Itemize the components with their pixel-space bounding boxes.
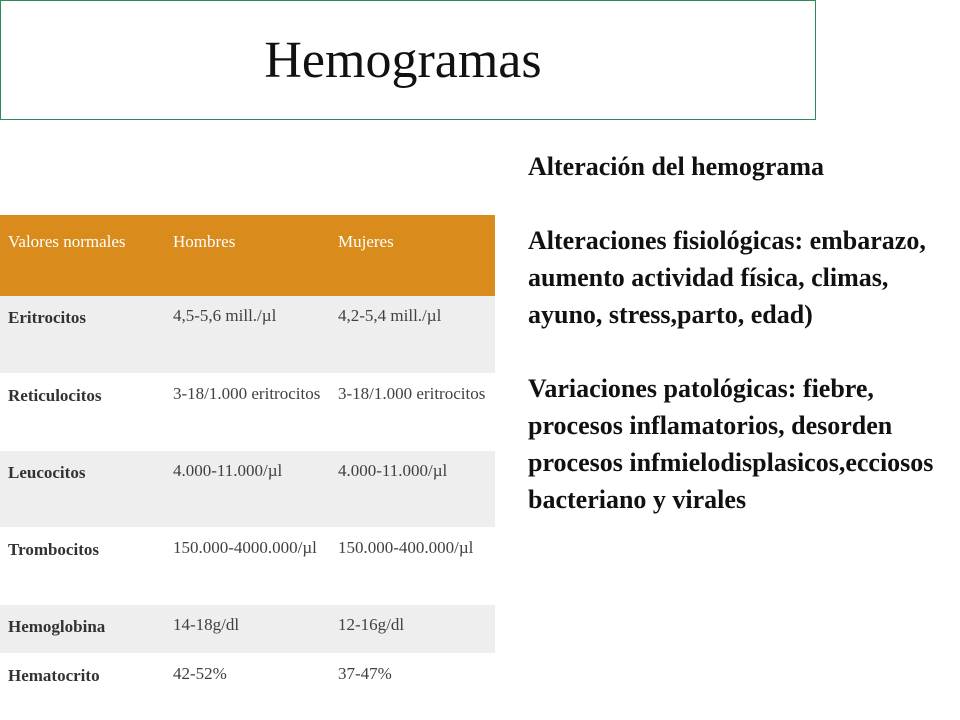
row-label: Hemoglobina (0, 604, 165, 653)
row-label: Hematocrito (0, 653, 165, 702)
cell-hombres: 3-18/1.000 eritrocitos (165, 373, 330, 450)
cell-hombres: 150.000-4000.000/µl (165, 527, 330, 604)
cell-mujeres: 12-16g/dl (330, 604, 495, 653)
cell-mujeres: 37-47% (330, 653, 495, 702)
table-header-row (0, 215, 495, 296)
row-label: Leucocitos (0, 450, 165, 527)
cell-mujeres: 3-18/1.000 eritrocitos (330, 373, 495, 450)
variaciones-patologicas: Variaciones patológicas: fiebre, procesos inflamatorios, desorden procesos infmielodisplasicos,ecciosos bacteriano y virales (528, 374, 934, 514)
row-label: Eritrocitos (0, 296, 165, 373)
header-valores-normales: Valores normales (0, 215, 165, 296)
side-notes (528, 148, 958, 518)
header-mujeres: Mujeres (330, 215, 495, 296)
cell-mujeres: 4,2-5,4 mill./µl (330, 296, 495, 373)
cell-hombres: 14-18g/dl (165, 604, 330, 653)
cell-hombres: 4.000-11.000/µl (165, 450, 330, 527)
hemogram-table (0, 215, 495, 703)
table-row (0, 604, 495, 653)
row-label: Trombocitos (0, 527, 165, 604)
table-row (0, 373, 495, 450)
alteraciones-fisiologicas: Alteraciones fisiológicas: embarazo, aumento actividad física, climas, ayuno, stress,parto, edad) (528, 226, 926, 329)
table-row (0, 296, 495, 373)
title-box (0, 0, 816, 120)
cell-hombres: 42-52% (165, 653, 330, 702)
table-row (0, 450, 495, 527)
cell-hombres: 4,5-5,6 mill./µl (165, 296, 330, 373)
header-hombres: Hombres (165, 215, 330, 296)
table-row (0, 653, 495, 702)
row-label: Reticulocitos (0, 373, 165, 450)
cell-mujeres: 150.000-400.000/µl (330, 527, 495, 604)
side-heading: Alteración del hemograma (528, 152, 825, 181)
table-row (0, 527, 495, 604)
cell-mujeres: 4.000-11.000/µl (330, 450, 495, 527)
page-title: Hemogramas (264, 31, 542, 89)
